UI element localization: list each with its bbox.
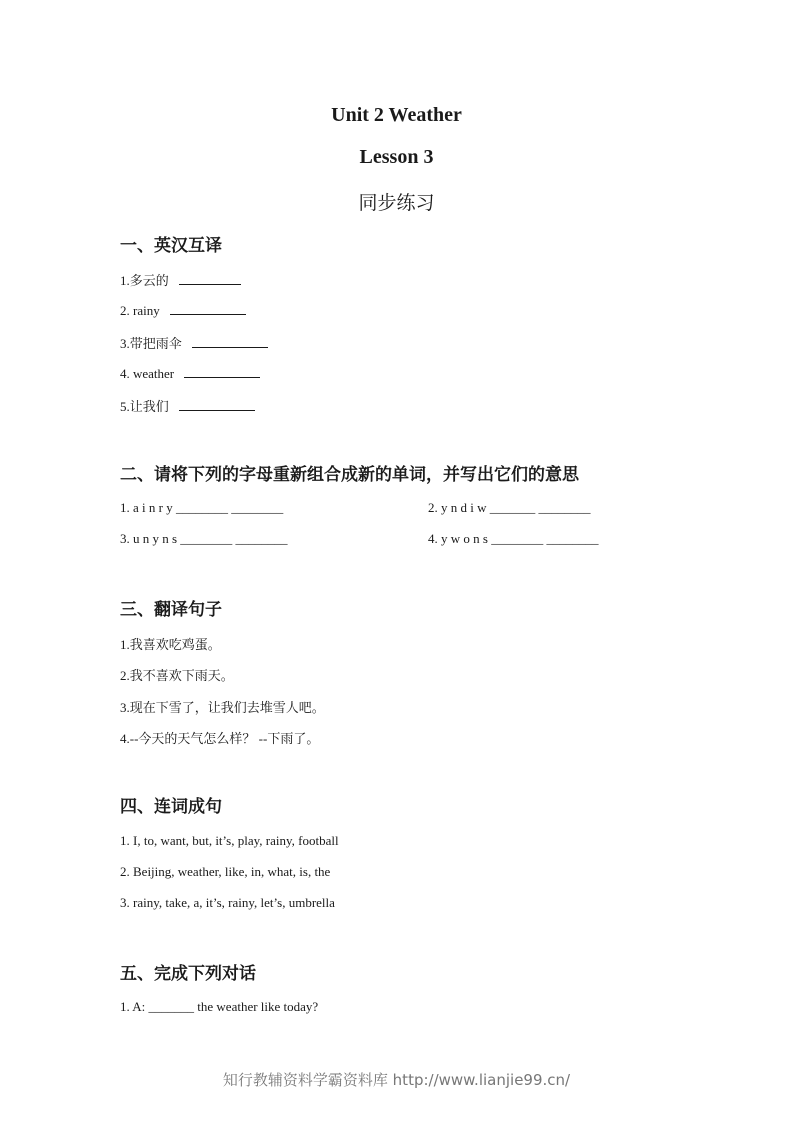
answer-blank[interactable] (192, 335, 268, 348)
section-1-item-3: 3.带把雨伞 (120, 333, 268, 352)
answer-blank[interactable] (170, 302, 246, 315)
section-3-heading: 三、翻译句子 (120, 600, 222, 620)
section-2-item-3: 3. u n y n s ________ ________ (120, 531, 288, 546)
section-2-item-1: 1. a i n r y ________ ________ (120, 500, 284, 515)
section-3-item-3: 3.现在下雪了，让我们去堆雪人吧。 (120, 700, 325, 715)
section-1-item-4: 4. weather (120, 365, 260, 382)
lesson-title: Lesson 3 (359, 146, 434, 168)
section-4-item-2: 2. Beijing, weather, like, in, what, is, the (120, 864, 331, 879)
section-2-heading: 二、请将下列的字母重新组合成新的单词，并写出它们的意思 (120, 465, 579, 485)
answer-blank[interactable] (184, 365, 260, 378)
section-3-item-2: 2.我不喜欢下雨天。 (120, 668, 234, 683)
section-4-item-3: 3. rainy, take, a, it’s, rainy, let’s, umbrella (120, 895, 335, 910)
answer-blank[interactable] (179, 272, 241, 285)
section-2-item-4: 4. y w o n s ________ ________ (428, 531, 599, 546)
section-3-item-1: 1.我喜欢吃鸡蛋。 (120, 637, 221, 652)
section-5-item-1: 1. A: _______ the weather like today? (120, 999, 319, 1014)
page-subtitle: 同步练习 (358, 192, 435, 214)
section-5-heading: 五、完成下列对话 (120, 964, 256, 984)
answer-blank[interactable] (179, 398, 255, 411)
section-1-item-2: 2. rainy (120, 302, 246, 319)
section-4-heading: 四、连词成句 (120, 797, 222, 817)
section-2-item-2: 2. y n d i w _______ ________ (428, 500, 591, 515)
page-title: Unit 2 Weather (331, 104, 462, 126)
section-3-item-4: 4.--今天的天气怎么样？ --下雨了。 (120, 731, 320, 746)
section-1-heading: 一、英汉互译 (120, 236, 222, 256)
section-1-item-5: 5.让我们 (120, 396, 255, 415)
section-4-item-1: 1. I, to, want, but, it’s, play, rainy, football (120, 833, 339, 848)
section-1-item-1: 1.多云的 (120, 270, 241, 289)
footer-watermark: 知行教辅资料学霸资料库 http://www.lianjie99.cn/ (222, 1071, 571, 1089)
